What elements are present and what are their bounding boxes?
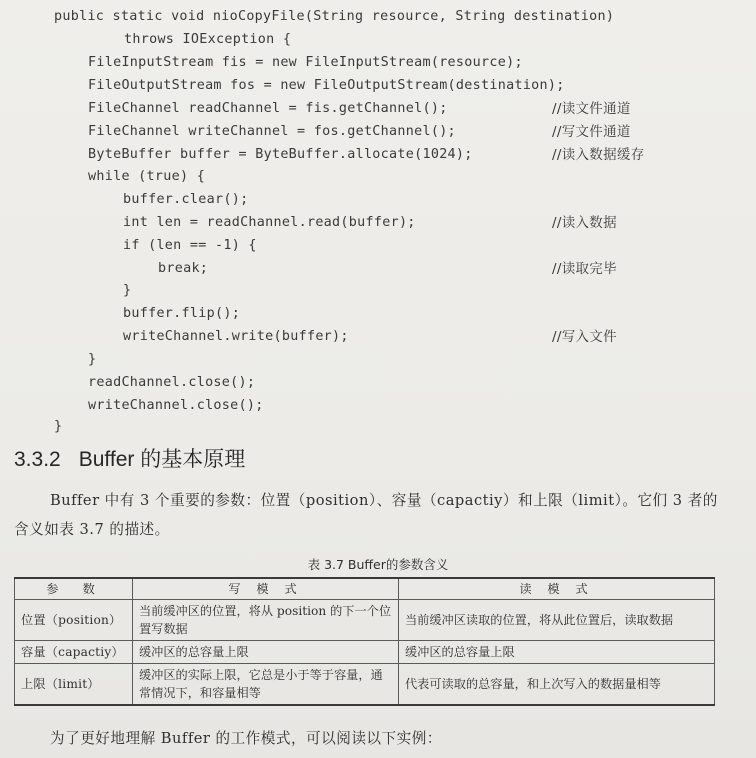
code-line: FileChannel readChannel = fis.getChannel(); [88,101,448,116]
read-mode-cell: 代表可读取的总容量，和上次写入的数据量相等 [399,664,715,706]
code-line: int len = readChannel.read(buffer); [123,215,416,230]
parameter-table [14,577,715,706]
code-comment: //写文件通道 [552,124,631,140]
header-write-mode: 写 模 式 [133,578,399,600]
code-line: } [88,352,97,367]
section-heading [14,443,245,473]
code-comment: //读文件通道 [552,101,631,117]
code-comment: //读取完毕 [552,261,617,277]
write-mode-cell: 缓冲区的总容量上限 [133,641,399,664]
section-title: Buffer 的基本原理 [78,448,246,471]
code-line: writeChannel.write(buffer); [123,329,349,344]
code-line: public static void nioCopyFile(String resource, String destination) [54,9,615,24]
code-comment: //读入数据缓存 [552,147,645,163]
write-mode-cell: 缓冲区的实际上限，它总是小于等于容量，通常情况下，和容量相等 [133,664,399,706]
footer-paragraph: 为了更好地理解 Buffer 的工作模式，可以阅读以下实例： [50,730,442,747]
table-row [15,641,715,664]
param-name: 上限（limit） [15,664,133,706]
code-line: break; [158,261,209,276]
code-line: buffer.clear(); [123,192,249,207]
code-line: writeChannel.close(); [88,398,264,413]
table-row [15,600,715,641]
code-line: buffer.flip(); [123,306,241,321]
code-line: FileOutputStream fos = new FileOutputStream(destination); [88,78,565,93]
header-param: 参 数 [15,578,133,600]
table-row [15,664,715,706]
param-name: 容量（capactiy） [15,641,133,664]
code-comment: //写入文件 [552,329,617,345]
code-line: readChannel.close(); [88,375,256,390]
read-mode-cell: 缓冲区的总容量上限 [399,641,715,664]
code-line: while (true) { [88,169,206,184]
code-line: } [54,419,63,434]
code-line: throws IOException { [124,32,292,47]
write-mode-cell: 当前缓冲区的位置，将从 position 的下一个位置写数据 [133,600,399,641]
code-line: if (len == -1) { [123,238,257,253]
read-mode-cell: 当前缓冲区读取的位置，将从此位置后，读取数据 [399,600,715,641]
code-line: ByteBuffer buffer = ByteBuffer.allocate(1024); [88,147,473,162]
code-comment: //读入数据 [552,215,617,231]
table-header-row [15,578,715,600]
code-line: } [123,283,132,298]
param-name: 位置（position） [15,600,133,641]
header-read-mode: 读 模 式 [399,578,715,600]
code-line: FileInputStream fis = new FileInputStream(resource); [88,55,523,70]
code-line: FileChannel writeChannel = fos.getChannel(); [88,124,456,139]
body-paragraph: Buffer 中有 3 个重要的参数：位置（position）、容量（capactiy）和上限（limit）。它们 3 者的含义如表 3.7 的描述。 [14,492,718,538]
table-caption: 表 3.7 Buffer的参数含义 [307,557,449,572]
section-number: 3.3.2 [14,448,61,471]
